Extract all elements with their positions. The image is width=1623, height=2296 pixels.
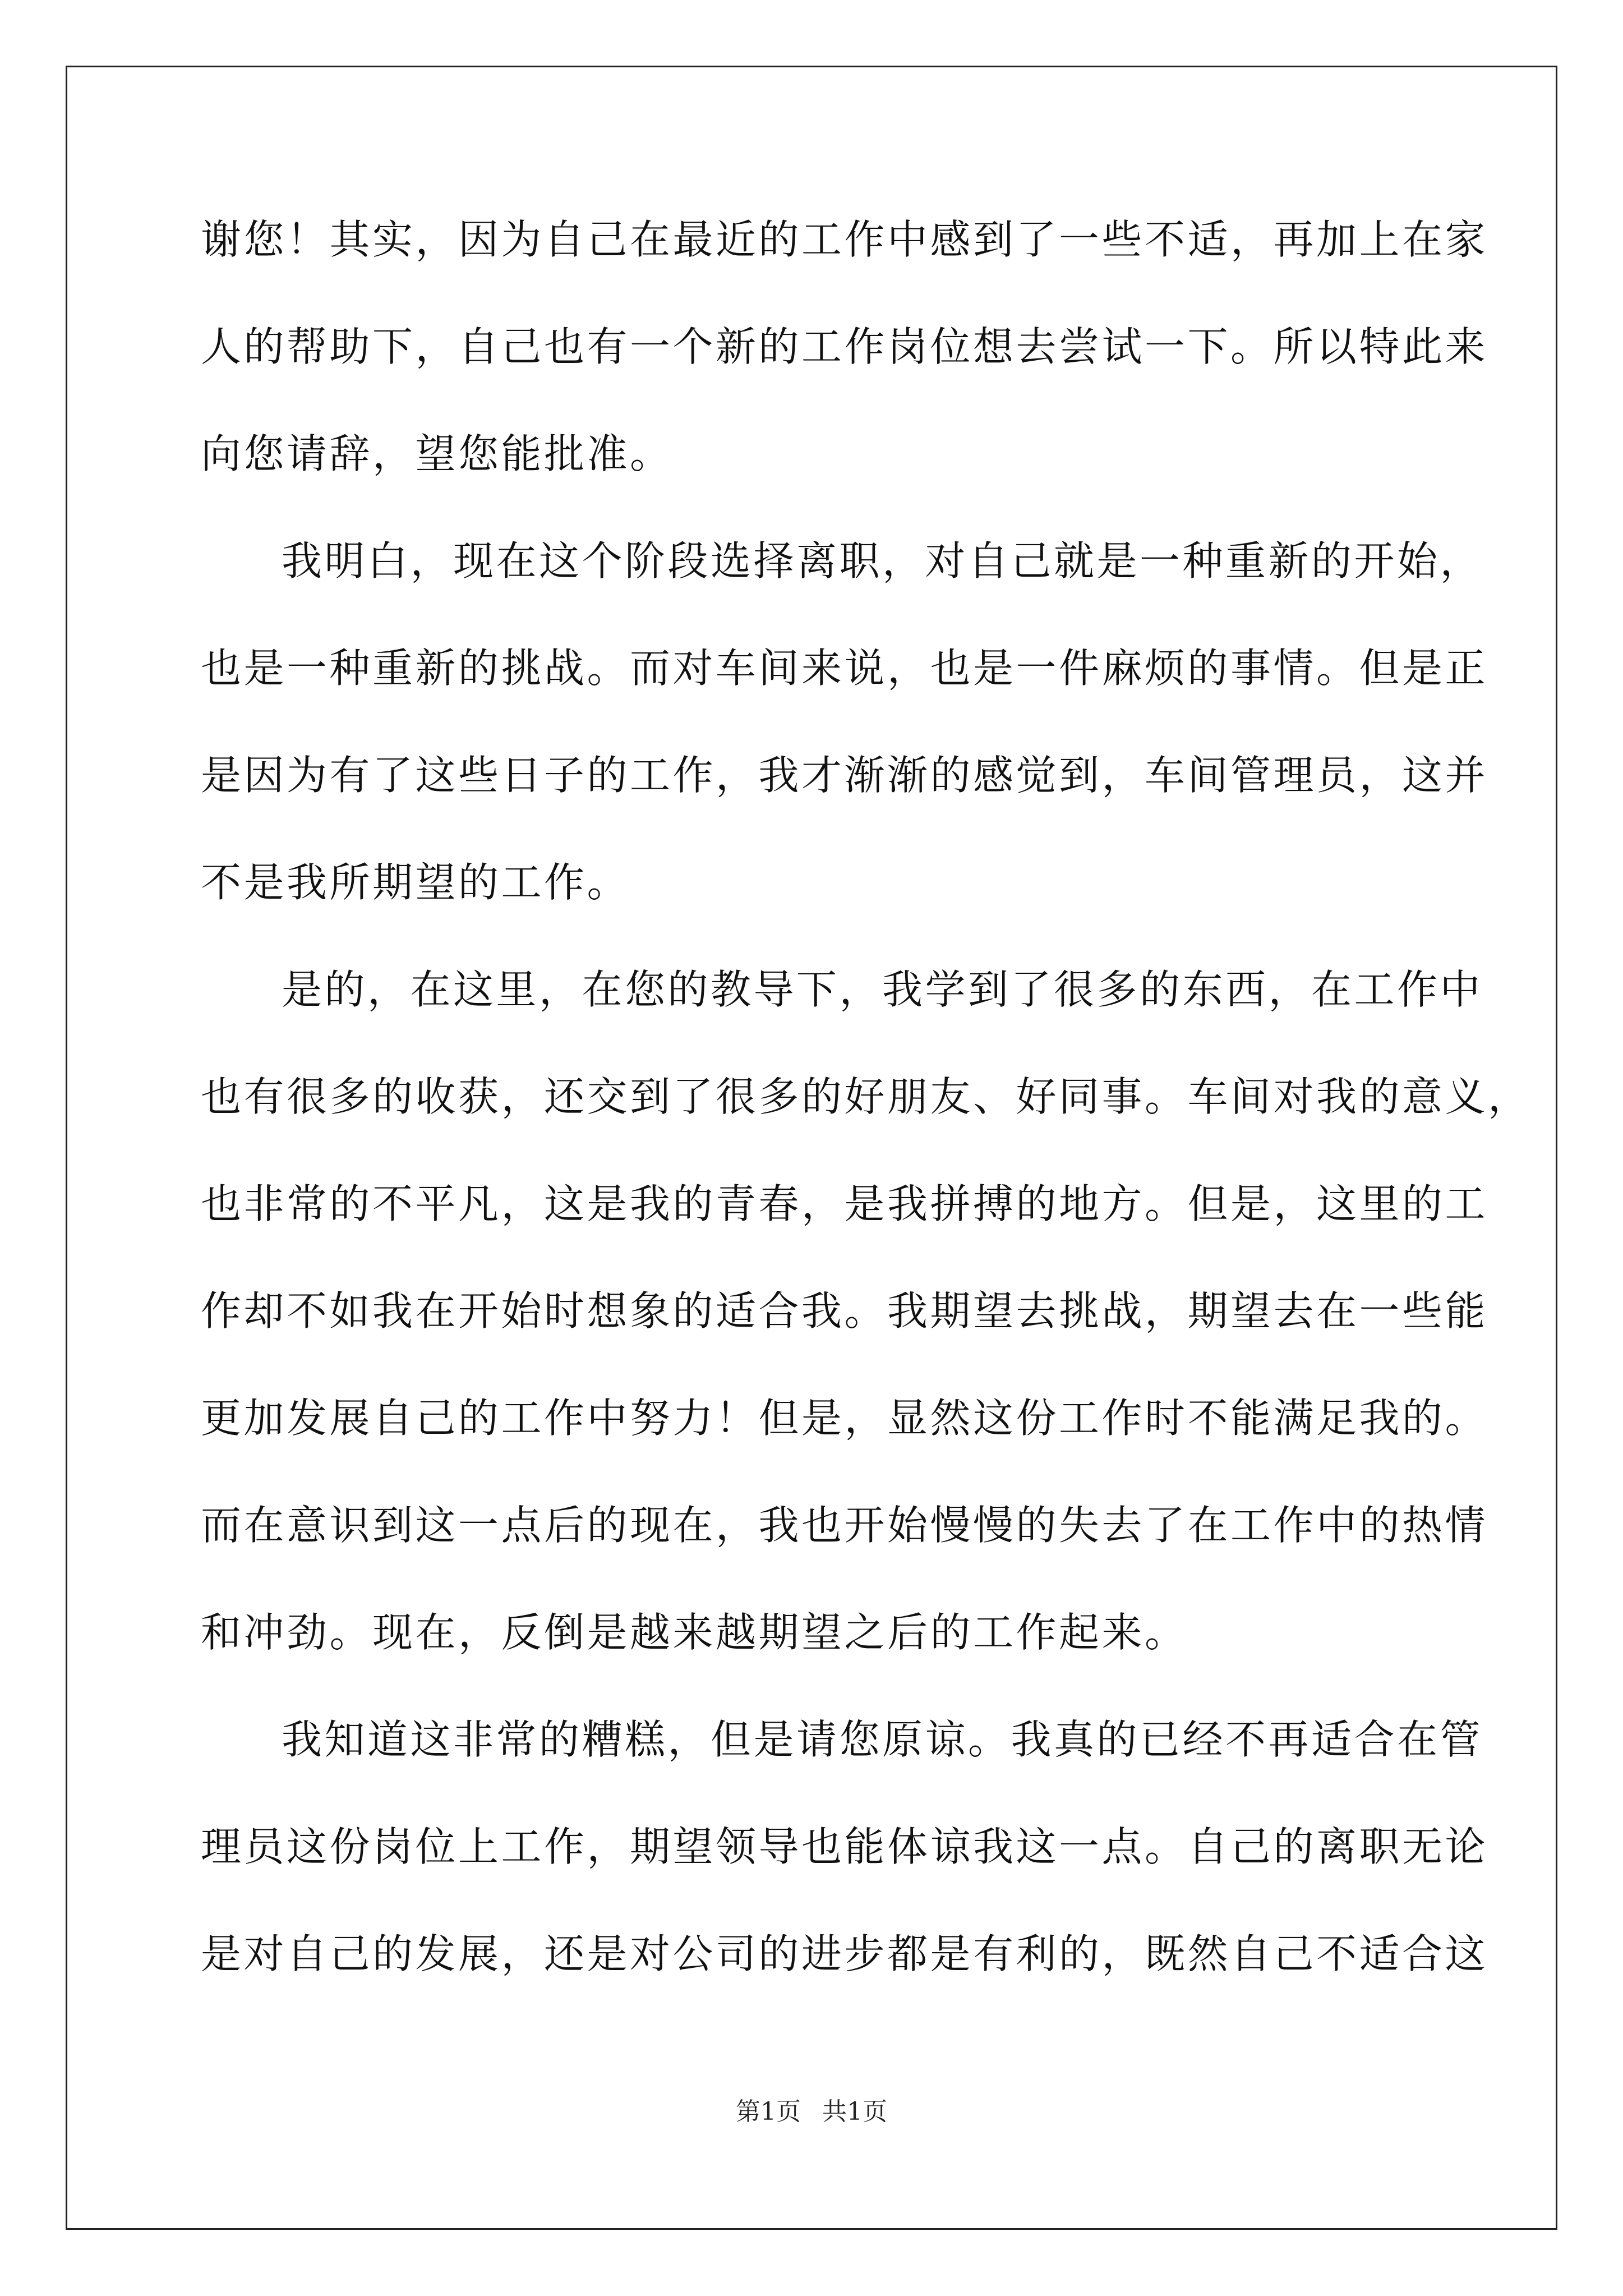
text-line: 谢您！其实，因为自己在最近的工作中感到了一些不适，再加上在家 bbox=[201, 216, 1488, 263]
text-line: 是对自己的发展，还是对公司的进步都是有利的，既然自己不适合这 bbox=[201, 1930, 1488, 1977]
paragraph-start-line: 是的，在这里，在您的教导下，我学到了很多的东西，在工作中 bbox=[282, 966, 1483, 1013]
paragraph-start-line: 我知道这非常的糟糕，但是请您原谅。我真的已经不再适合在管 bbox=[282, 1716, 1483, 1763]
text-line: 也非常的不平凡，这是我的青春，是我拼搏的地方。但是，这里的工 bbox=[201, 1180, 1488, 1227]
text-line: 向您请辞，望您能批准。 bbox=[201, 430, 673, 477]
text-line: 而在意识到这一点后的现在，我也开始慢慢的失去了在工作中的热情 bbox=[201, 1502, 1488, 1549]
paragraph-start-line: 我明白，现在这个阶段选择离职，对自己就是一种重新的开始， bbox=[282, 537, 1483, 585]
text-line: 也是一种重新的挑战。而对车间来说，也是一件麻烦的事情。但是正 bbox=[201, 645, 1488, 692]
text-line: 更加发展自己的工作中努力！但是，显然这份工作时不能满足我的。 bbox=[201, 1395, 1488, 1442]
page-number: 第1页 bbox=[736, 2097, 801, 2126]
text-line: 是因为有了这些日子的工作，我才渐渐的感觉到，车间管理员，这并 bbox=[201, 752, 1488, 799]
text-line: 人的帮助下，自己也有一个新的工作岗位想去尝试一下。所以特此来 bbox=[201, 323, 1488, 370]
text-line: 也有很多的收获，还交到了很多的好朋友、好同事。车间对我的意义， bbox=[201, 1073, 1531, 1120]
text-line: 和冲劲。现在，反倒是越来越期望之后的工作起来。 bbox=[201, 1609, 1188, 1656]
text-line: 作却不如我在开始时想象的适合我。我期望去挑战，期望去在一些能 bbox=[201, 1287, 1488, 1335]
page-frame bbox=[66, 66, 1557, 2230]
text-line: 理员这份岗位上工作，期望领导也能体谅我这一点。自己的离职无论 bbox=[201, 1823, 1488, 1870]
page-footer bbox=[0, 2095, 1623, 2129]
page-total: 共1页 bbox=[822, 2097, 887, 2126]
text-line: 不是我所期望的工作。 bbox=[201, 859, 630, 906]
